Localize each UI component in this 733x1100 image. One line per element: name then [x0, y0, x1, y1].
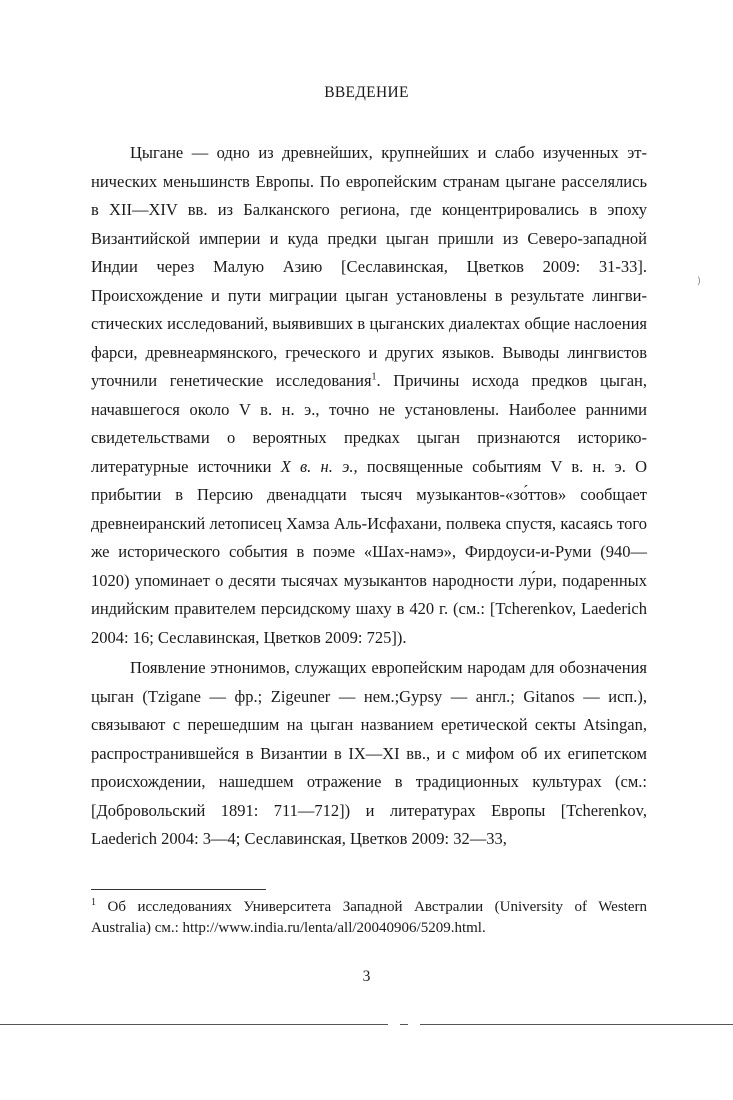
scan-edge-gap	[388, 1022, 400, 1026]
paragraph-1-italic-date: X в. н. э.,	[280, 456, 358, 476]
footnote-separator	[91, 889, 266, 890]
paragraph-1-part-3: посвященные событиям V в. н. э. О прибытии в Персию двенадцати тысяч музыкантов-«зо́ттов» сообщает древнеиранский летописец Хамза Аль-Исфахани, полвека спустя, касаясь того же исторического события в поэме «Шах-намэ», Фирдоуси-и-Руми (940—1020) упоминает о десяти тысячах музыкантов народности лу́ри, подаренных индийским правителем персидскому шаху в 420 г. (см.: [Tcherenkov, Laederich 2004: 16; Сеславинская, Цветков 2009: 725]).	[91, 456, 648, 647]
margin-mark: )	[697, 276, 701, 287]
paragraph-2: Появление этнонимов, служащих европейским народам для обозначения цыган (Tzigane — фр.; Zigeuner — нем.;Gypsy — англ.; Gitanos — исп.), связывают с перешедшим на цыган названием еретической секты Atsingan, распространившейся в Византии в IX—XI вв., и с мифом об их египетском происхождении, нашедшем отражение в традиционных культурах (см.: [Добровольский 1891: 711—712]) и литературах Европы [Tcherenkov, Laederich 2004: 3—4; Сеславинская, Цветков 2009: 32—33,	[91, 658, 647, 848]
footnote-text: Об исследованиях Университета Западной Австралии (University of Western Australia) см.: http://www.india.ru/lenta/all/20040906/5209.html.	[91, 899, 647, 936]
scan-edge-gap	[408, 1022, 420, 1026]
footnote-reference: 1	[371, 371, 377, 383]
page-number: 3	[362, 968, 371, 985]
paragraph-1-part-1: Цыгане — одно из древнейших, крупнейших и слабо изученных этнических меньшинств Европы. По европейским странам цыгане расселялись в XII—XIV вв. из Балканского региона, где концентрировались в эпоху Византийской империи и куда предки цыган пришли из Северо-западной Индии через Малую Азию [Сеславинская, Цветков 2009: 31-33]. Происхождение и пути миграции цыган установлены в результате лингвистических исследований, выявивших в цыганских диалектах общие наслоения фарси, древнеармянского, греческого и других языков. Выводы лингвистов уточнили генетические исследования	[91, 143, 647, 390]
body-text	[91, 139, 647, 854]
paragraph-1-part-2: . Причины исхода предков цыган, начавшегося около V в. н. э., точно не установлены. Наиболее ранними свидетельствами о вероятных предках цыган признаются историко-литературные источники	[91, 371, 647, 476]
footnote-number: 1	[91, 897, 96, 908]
scan-edge-line	[0, 1024, 733, 1025]
footnote	[91, 897, 647, 939]
paragraph-1	[91, 139, 647, 652]
page-heading: ВВЕДЕНИЕ	[324, 84, 409, 101]
